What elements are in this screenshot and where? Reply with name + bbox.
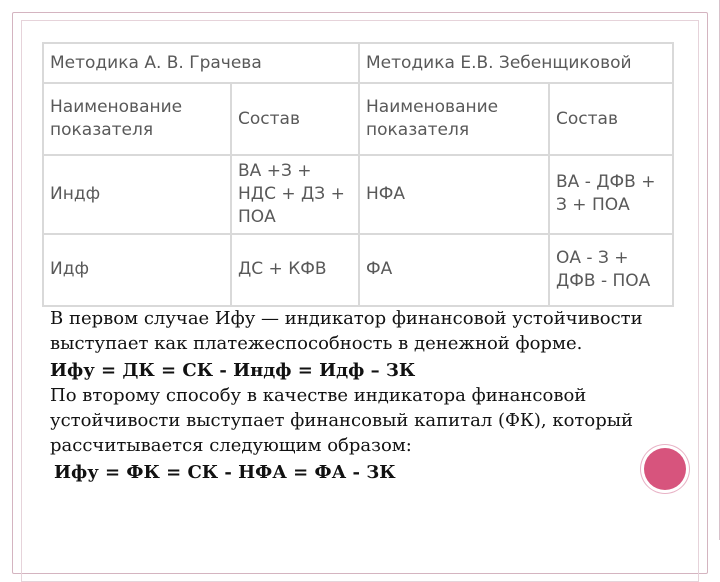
header-zebenshchikova: Методика Е.В. Зебенщиковой [359,43,673,83]
cell-right-name: НФА [359,155,549,234]
subheader-name-left: Наименование показателя [43,83,231,155]
formula-second-method: Ифу = ФК = СК - НФА = ФА - ЗК [54,462,396,483]
paragraph-first-method: В первом случае Ифу — индикатор финансовой устойчивости выступает как платежеспособность в денежной форме. [50,308,643,354]
cell-left-composition: ДС + КФВ [231,234,359,306]
decorative-circle [644,448,686,490]
subheader-composition-left: Состав [231,83,359,155]
header-grachev: Методика А. В. Грачева [43,43,359,83]
table-row [43,155,673,234]
cell-right-composition: ВА - ДФВ + З + ПОА [549,155,673,234]
table-row [43,234,673,306]
methodology-table [42,42,674,307]
cell-left-composition: ВА +З + НДС + ДЗ + ПОА [231,155,359,234]
cell-left-name: Идф [43,234,231,306]
methodology-table-container [42,42,672,291]
cell-right-name: ФА [359,234,549,306]
formula-first-method: Ифу = ДК = СК - Индф = Идф – ЗК [50,360,416,381]
table-header-row [43,43,673,83]
subheader-name-right: Наименование показателя [359,83,549,155]
paragraph-second-method: По второму способу в качестве индикатора финансовой устойчивости выступает финансовый капитал (ФК), который рассчитывается следующим образом: [50,385,634,456]
cell-left-name: Индф [43,155,231,234]
cell-right-composition: ОА - З + ДФВ - ПОА [549,234,673,306]
table-subheader-row [43,83,673,155]
subheader-composition-right: Состав [549,83,673,155]
explanation-text [50,306,650,485]
